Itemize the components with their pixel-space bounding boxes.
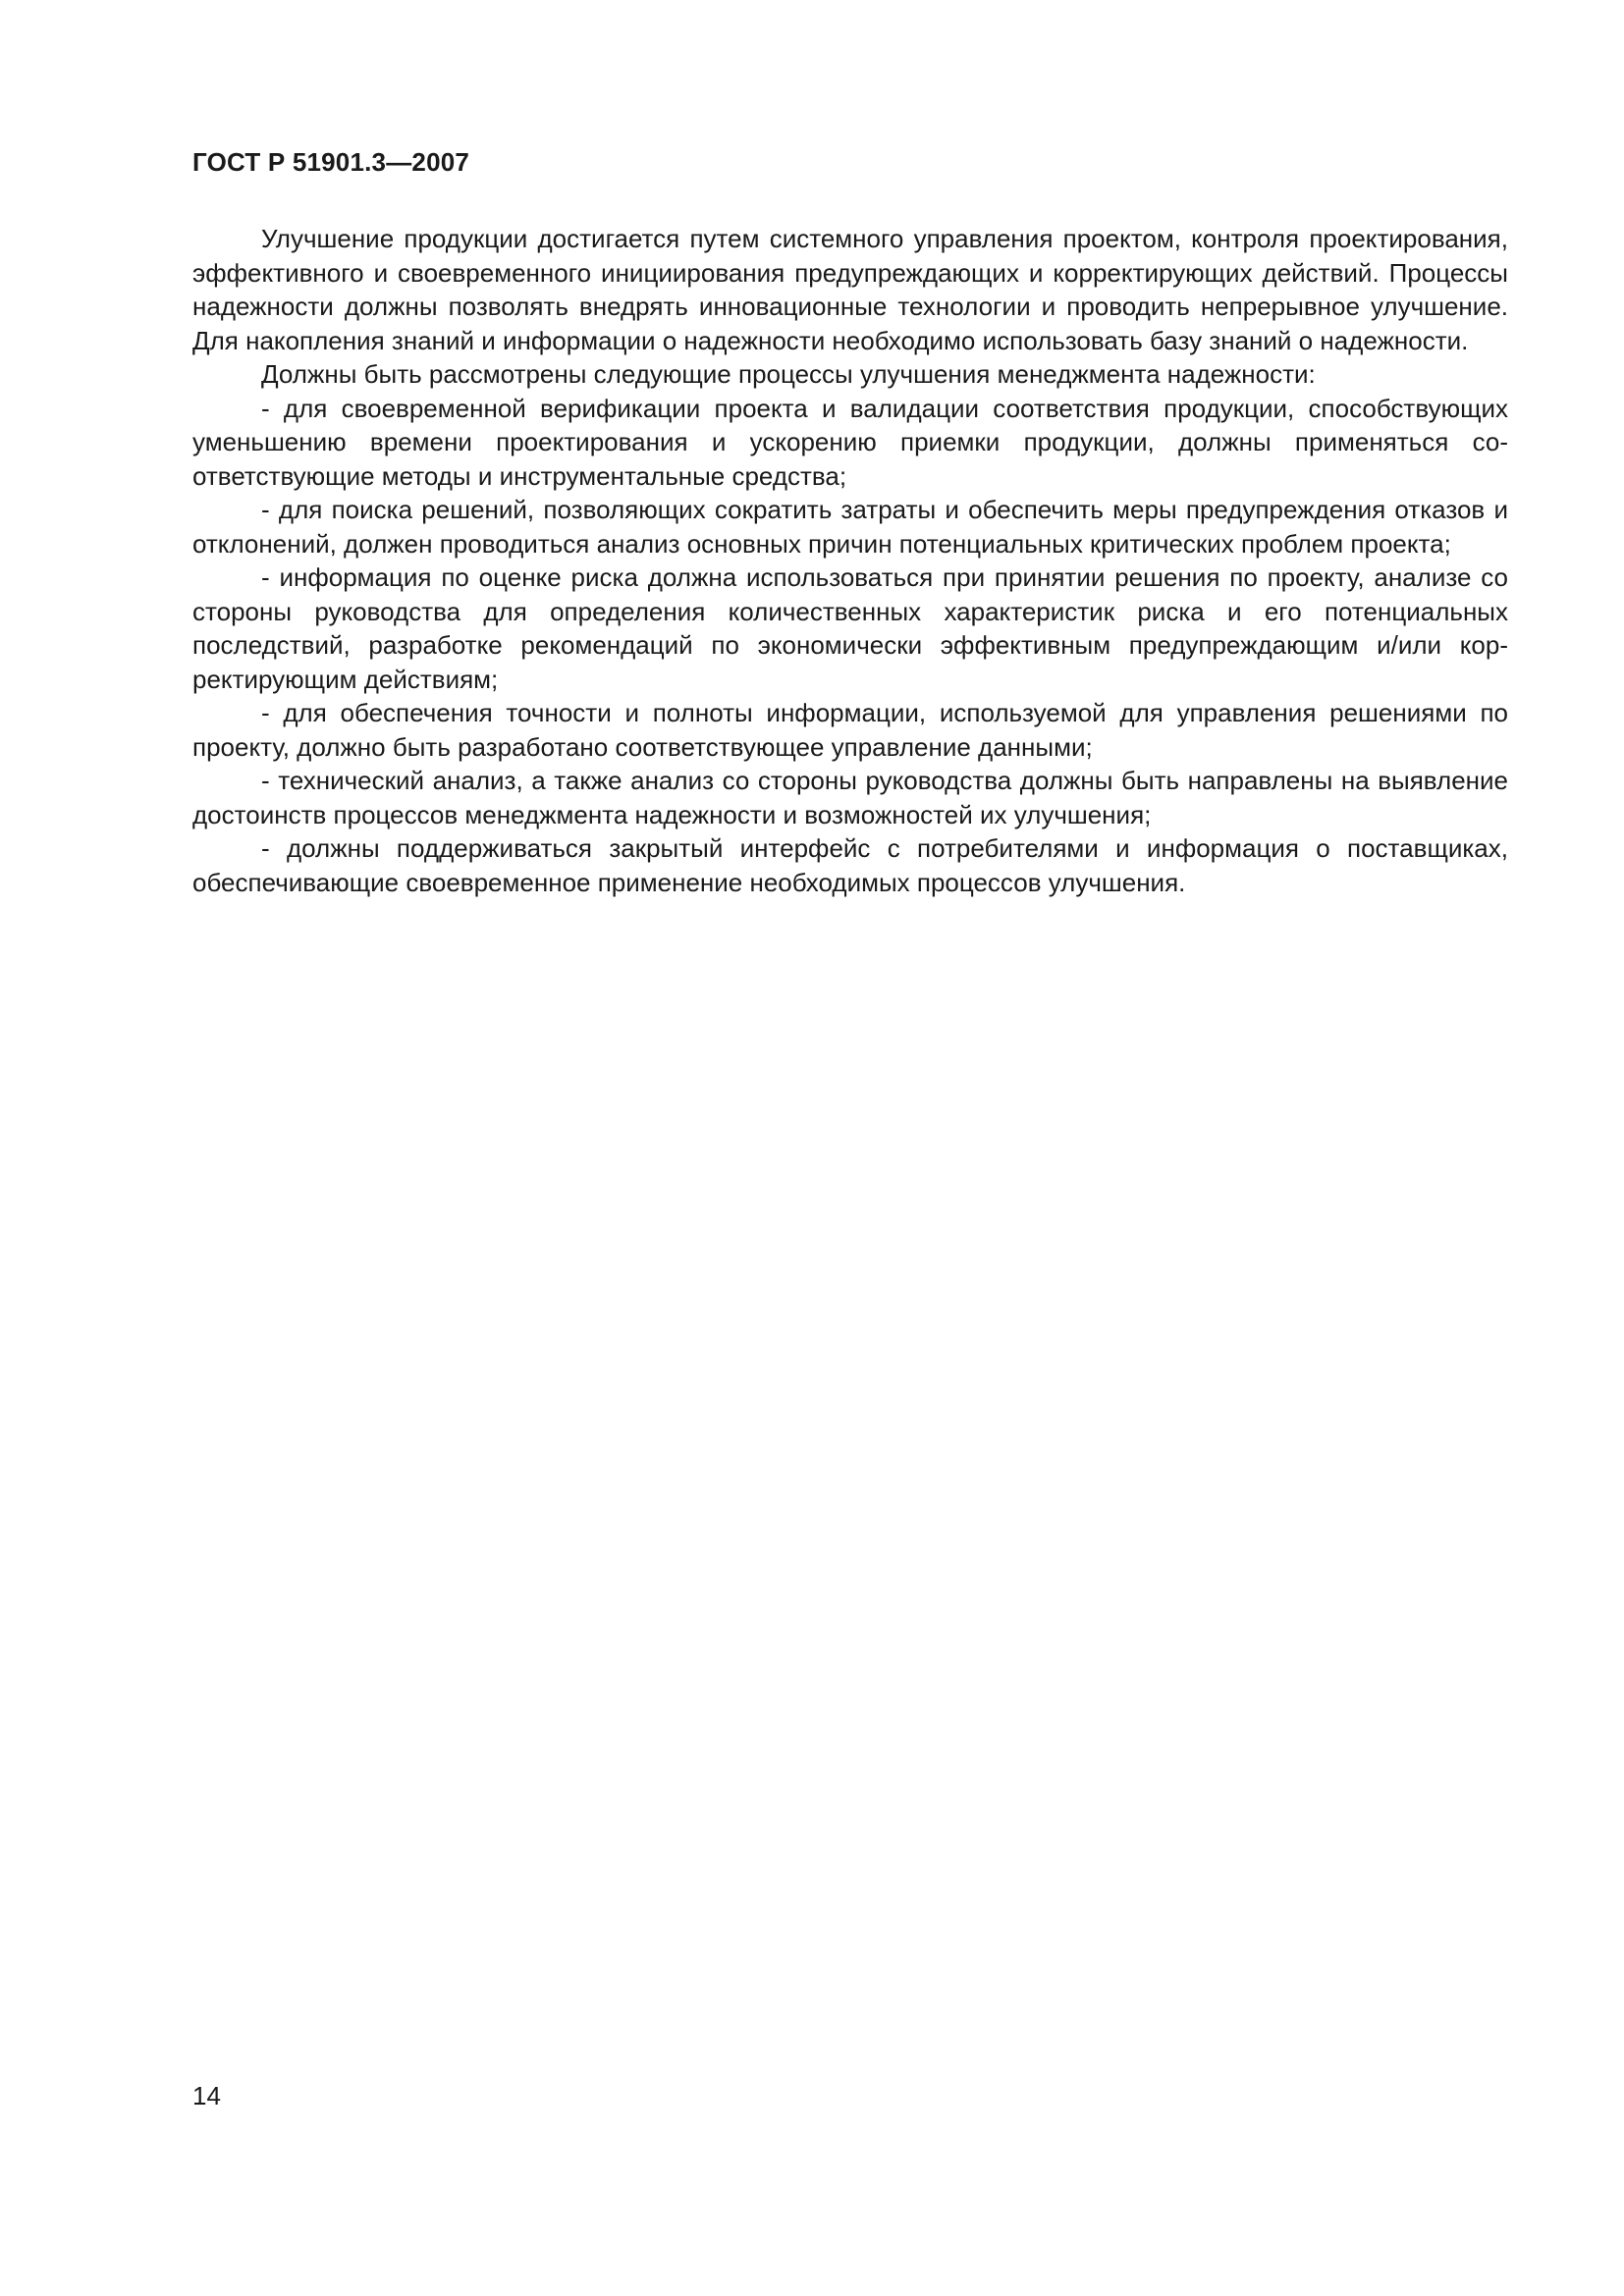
page-header-standard-number: ГОСТ Р 51901.3—2007 xyxy=(192,147,470,177)
paragraph-improvement-intro: Улучшение продукции достигается путем системного управления проектом, контроля проектирования, эффективного и своевременного инициирования предупреждающих и корректирующих действий. Процессы надежности должны позволять внедрять инновационные технологии и проводить непрерывное улучшение. Для накопления знаний и информации о надежности необходимо использовать базу знаний о надежности. xyxy=(192,224,1508,355)
list-item-risk-assessment: - информация по оценке риска должна использоваться при принятии решения по проекту, анализе со стороны руководства для определения количественных характеристик риска и его потенциальных последствий, разработке рекомендаций по экономически эффективным предупреждающим и/или корректирующим действиям; xyxy=(192,562,1508,694)
document-body xyxy=(192,222,1508,899)
list-item-verification: - для своевременной верификации проекта и валидации соответствия продукции, способствующих уменьшению времени проектирования и ускорению приемки продукции, должны применяться соответствующие методы и инструментальные средства; xyxy=(192,393,1508,491)
paragraph-list-intro: Должны быть рассмотрены следующие процессы улучшения менеджмента надежности: xyxy=(261,359,1316,389)
list-item-technical-review: - технический анализ, а также анализ со стороны руководства должны быть направлены на выявление достоинств процессов менеджмента надежности и возможностей их улучшения; xyxy=(192,766,1508,829)
list-item-data-management: - для обеспечения точности и полноты информации, используемой для управления решениями по проекту, должно быть разработано соответствующее управление данными; xyxy=(192,698,1508,762)
list-item-root-cause-analysis: - для поиска решений, позволяющих сократить затраты и обеспечить меры предупреждения отказов и отклонений, должен проводиться анализ основных причин потенциальных критических проблем проекта; xyxy=(192,495,1508,559)
list-item-customer-interface: - должны поддерживаться закрытый интерфейс с потребителями и информация о поставщиках, обеспечивающие своевременное применение необходимых процессов улучшения. xyxy=(192,833,1508,897)
page-number: 14 xyxy=(192,2081,221,2110)
